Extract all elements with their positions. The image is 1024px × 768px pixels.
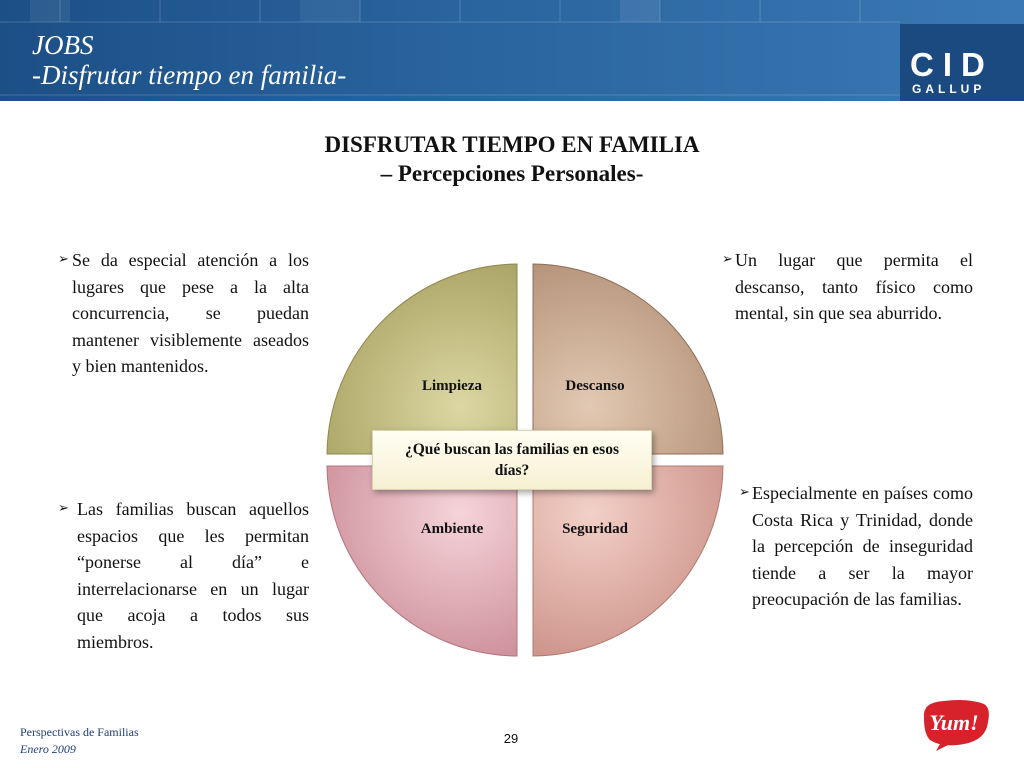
cid-logo-text: CID bbox=[910, 46, 994, 83]
arrow-bullet-icon: ➢ bbox=[739, 485, 750, 500]
bullet-limpieza-text: Se da especial atención a los lugares que pese a la alta concurrencia, se puedan mantener visiblemente aseados y bien mantenidos. bbox=[72, 250, 309, 376]
segment-ambiente bbox=[327, 466, 517, 656]
bullet-descanso-text: Un lugar que permita el descanso, tanto físico como mental, sin que sea aburrido. bbox=[735, 250, 973, 323]
slide-title bbox=[0, 130, 1024, 188]
center-question-text: ¿Qué buscan las familias en esos días? bbox=[404, 441, 619, 479]
segment-label-descanso: Descanso bbox=[565, 378, 625, 394]
arrow-bullet-icon: ➢ bbox=[58, 501, 69, 516]
segment-label-ambiente: Ambiente bbox=[420, 521, 484, 537]
center-question-box bbox=[372, 430, 652, 490]
header-title-line2: -Disfrutar tiempo en familia- bbox=[32, 60, 347, 90]
yum-logo-icon bbox=[918, 696, 992, 752]
header-title bbox=[32, 30, 346, 90]
arrow-bullet-icon: ➢ bbox=[58, 252, 69, 267]
footer-report-name: Perspectivas de Familias bbox=[20, 725, 139, 739]
segment-label-limpieza: Limpieza bbox=[422, 378, 482, 394]
header-title-line1: JOBS bbox=[32, 30, 94, 60]
segment-limpieza bbox=[327, 264, 517, 454]
segment-label-seguridad: Seguridad bbox=[562, 521, 628, 537]
arrow-bullet-icon: ➢ bbox=[722, 252, 733, 267]
page-number: 29 bbox=[503, 731, 519, 746]
slide-title-line1: DISFRUTAR TIEMPO EN FAMILIA bbox=[324, 132, 700, 157]
segment-seguridad bbox=[533, 466, 723, 656]
bullet-seguridad-text: Especialmente en países como Costa Rica y Trinidad, donde la percepción de inseguridad tiende a ser la mayor preocupación de las familias. bbox=[752, 483, 973, 609]
header-band bbox=[0, 0, 1024, 101]
yum-logo-text: Yum! bbox=[929, 710, 979, 735]
bullet-ambiente bbox=[58, 496, 309, 655]
bullet-ambiente-text: Las familias buscan aquellos espacios que les permitan “ponerse al día” e interrelacionarse en un lugar que acoja a todos sus miembros. bbox=[77, 499, 309, 652]
slide-title-line2: – Percepciones Personales- bbox=[380, 161, 644, 186]
footer-date: Enero 2009 bbox=[20, 742, 76, 756]
bullet-seguridad bbox=[739, 480, 973, 613]
gallup-logo-text: GALLUP bbox=[912, 82, 986, 96]
bullet-descanso bbox=[722, 247, 973, 327]
bullet-limpieza bbox=[58, 247, 309, 380]
segment-descanso bbox=[533, 264, 723, 454]
